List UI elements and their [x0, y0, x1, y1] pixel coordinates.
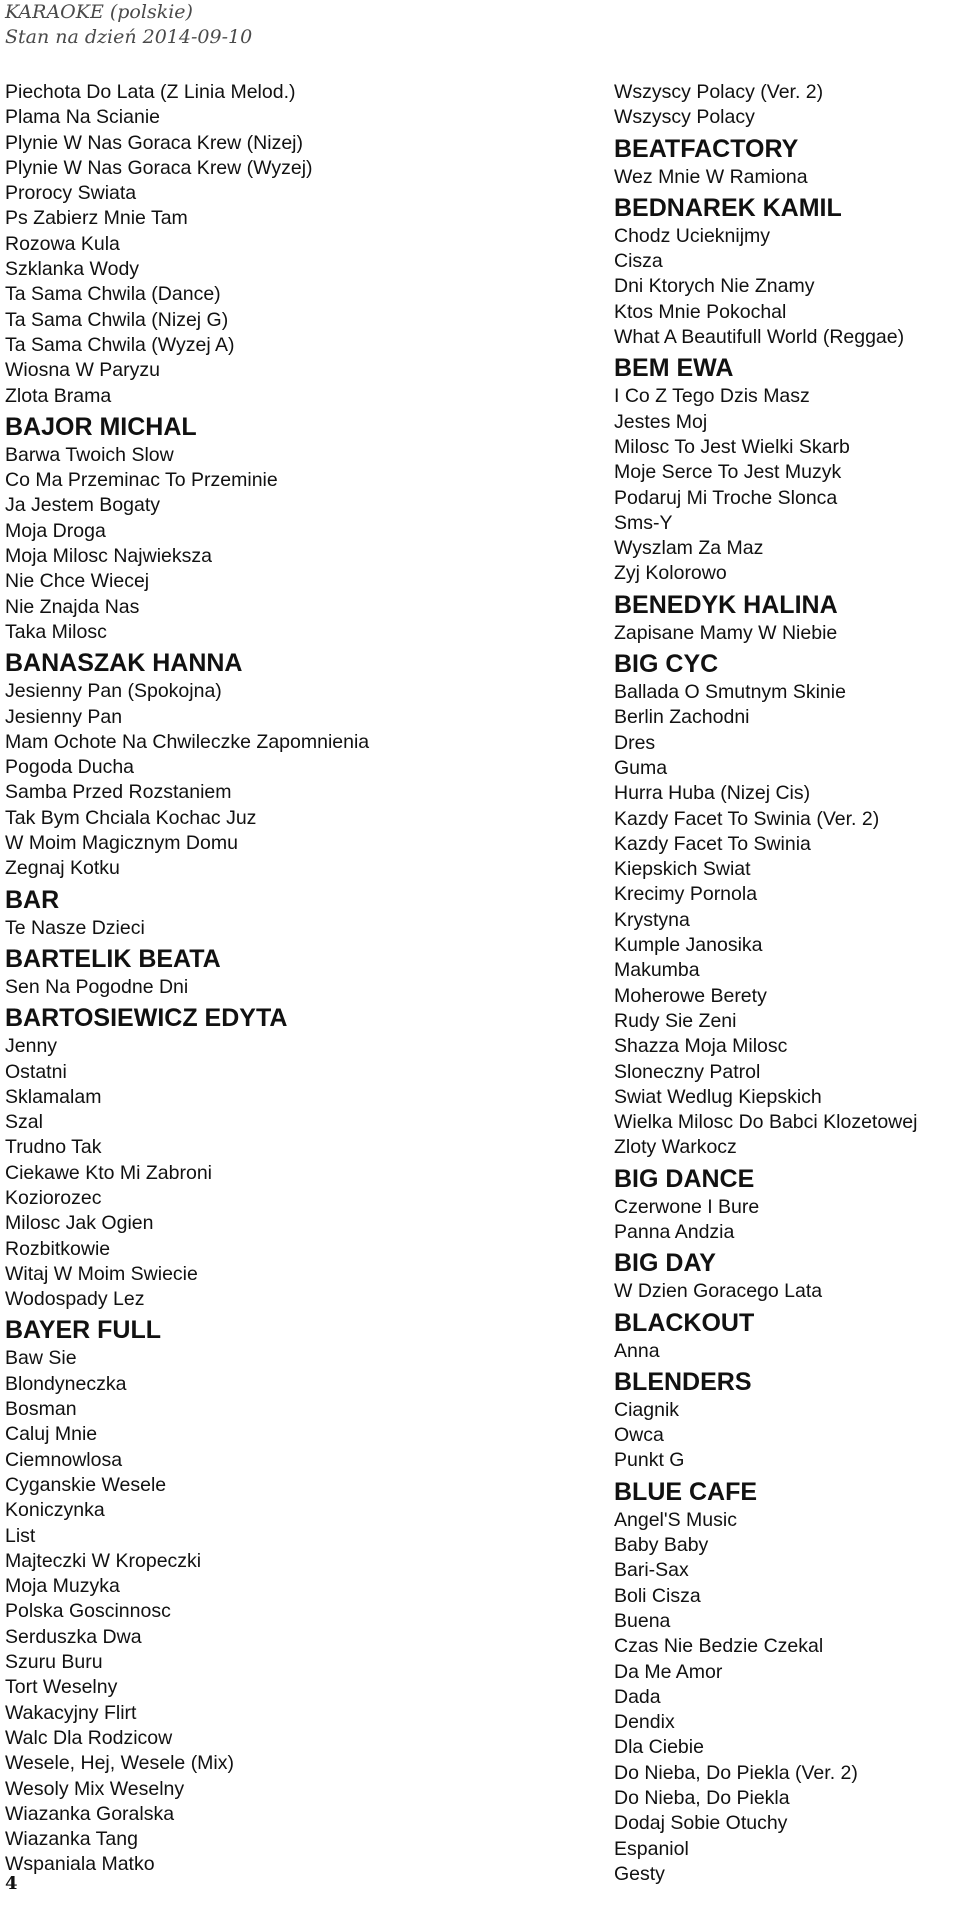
song-title: Shazza Moja Milosc [614, 1035, 788, 1058]
song-title: Witaj W Moim Swiecie [5, 1262, 198, 1285]
song-title: Piechota Do Lata (Z Linia Melod.) [5, 81, 296, 103]
song-title: Boli Cisza [614, 1584, 701, 1607]
song-title: Dada [614, 1685, 661, 1708]
song-title: Ballada O Smutnym Skinie [614, 681, 846, 704]
song-title: Taka Milosc [5, 620, 107, 643]
song-title: Jestes Moj [614, 410, 708, 433]
song-title: Tak Bym Chciala Kochac Juz [5, 806, 257, 829]
song-title: Milosc Jak Ogien [5, 1212, 154, 1235]
song-title: Chodz Ucieknijmy [614, 224, 771, 247]
song-title: Kumple Janosika [614, 934, 763, 957]
song-title: Jenny [5, 1035, 58, 1058]
song-title: Prorocy Swiata [5, 182, 137, 205]
song-title: Bari-Sax [614, 1559, 689, 1582]
song-title: Baby Baby [614, 1534, 709, 1557]
song-title: Serduszka Dwa [5, 1625, 142, 1648]
song-title: Zloty Warkocz [614, 1136, 737, 1159]
song-title: Swiat Wedlug Kiepskich [614, 1085, 822, 1108]
song-title: Bosman [5, 1398, 77, 1421]
song-title: Panna Andzia [614, 1220, 735, 1243]
song-title: Wesoly Mix Weselny [5, 1777, 185, 1800]
song-title: W Dzien Goracego Lata [614, 1280, 823, 1303]
song-title: Rozowa Kula [5, 232, 120, 255]
song-title: W Moim Magicznym Domu [5, 832, 238, 855]
artist-heading: BAJOR MICHAL [5, 412, 197, 441]
song-title: Hurra Huba (Nizej Cis) [614, 782, 811, 805]
song-title: Walc Dla Rodzicow [5, 1726, 173, 1749]
song-title: Moja Milosc Najwieksza [5, 545, 212, 568]
song-title: Tort Weselny [5, 1676, 118, 1699]
song-title: Trudno Tak [5, 1136, 102, 1159]
song-title: Sloneczny Patrol [614, 1060, 761, 1083]
artist-heading: BAR [5, 885, 60, 914]
artist-heading: BEATFACTORY [614, 134, 799, 163]
song-title: I Co Z Tego Dzis Masz [614, 385, 810, 408]
song-title: Rudy Sie Zeni [614, 1009, 737, 1032]
song-title: Szklanka Wody [5, 258, 140, 281]
song-title: Nie Znajda Nas [5, 595, 140, 618]
song-title: Mam Ochote Na Chwileczke Zapomnienia [5, 730, 370, 753]
song-title: Ktos Mnie Pokochal [614, 300, 787, 323]
artist-heading: BIG DAY [614, 1249, 716, 1278]
song-title: Kazdy Facet To Swinia (Ver. 2) [614, 807, 880, 830]
song-title: Plynie W Nas Goraca Krew (Wyzej) [5, 156, 313, 179]
artist-heading: BEDNAREK KAMIL [614, 193, 842, 222]
artist-heading: BLACKOUT [614, 1308, 755, 1337]
artist-heading: BLENDERS [614, 1367, 752, 1396]
song-title: Polska Goscinnosc [5, 1600, 171, 1623]
artist-heading: BAYER FULL [5, 1316, 162, 1345]
song-title: Dni Ktorych Nie Znamy [614, 275, 815, 298]
song-title: Cyganskie Wesele [5, 1473, 167, 1496]
song-title: Do Nieba, Do Piekla (Ver. 2) [614, 1761, 858, 1784]
artist-heading: BEM EWA [614, 354, 734, 383]
song-title: Wesele, Hej, Wesele (Mix) [5, 1752, 235, 1775]
song-title: Da Me Amor [614, 1660, 723, 1683]
song-title: Wszyscy Polacy [614, 106, 755, 129]
song-title: Wakacyjny Flirt [5, 1701, 137, 1724]
song-title: Dres [614, 731, 656, 754]
song-title: Espaniol [614, 1837, 689, 1860]
song-title: Ostatni [5, 1060, 67, 1083]
song-title: Wielka Milosc Do Babci Klozetowej [614, 1111, 918, 1134]
song-title: Cisza [614, 250, 663, 273]
right-column [614, 80, 917, 1887]
artist-heading: BLUE CAFE [614, 1477, 758, 1506]
song-title: Jesienny Pan (Spokojna) [5, 680, 222, 703]
song-title: Wyszlam Za Maz [614, 537, 764, 560]
song-title: Wiosna W Paryzu [5, 359, 160, 382]
song-title: Wszyscy Polacy (Ver. 2) [614, 81, 824, 103]
song-title: Makumba [614, 959, 700, 982]
artist-heading: BANASZAK HANNA [5, 649, 243, 678]
song-title: List [5, 1524, 36, 1547]
song-title: Jesienny Pan [5, 705, 123, 728]
song-title: Ta Sama Chwila (Dance) [5, 283, 221, 306]
song-title: Koniczynka [5, 1499, 105, 1522]
song-title: Majteczki W Kropeczki [5, 1549, 202, 1572]
song-title: Koziorozec [5, 1186, 102, 1209]
song-title: Zapisane Mamy W Niebie [614, 621, 838, 644]
song-title: What A Beautifull World (Reggae) [614, 326, 905, 349]
song-title: Plama Na Scianie [5, 106, 160, 129]
song-title: Dendix [614, 1711, 675, 1734]
song-title: Zlota Brama [5, 384, 112, 407]
song-title: Caluj Mnie [5, 1423, 98, 1446]
song-title: Barwa Twoich Slow [5, 443, 174, 466]
song-title: Gesty [614, 1862, 665, 1885]
song-title: Wiazanka Tang [5, 1828, 138, 1851]
song-title: Rozbitkowie [5, 1237, 111, 1260]
song-title: Milosc To Jest Wielki Skarb [614, 435, 850, 458]
song-title: Kazdy Facet To Swinia [614, 832, 811, 855]
artist-heading: BENEDYK HALINA [614, 590, 838, 619]
song-title: Szal [5, 1111, 43, 1134]
artist-heading: BIG CYC [614, 650, 719, 679]
song-title: Buena [614, 1609, 671, 1632]
song-title: Baw Sie [5, 1347, 77, 1370]
song-title: Moherowe Berety [614, 984, 767, 1007]
song-title: Ps Zabierz Mnie Tam [5, 207, 188, 230]
song-title: Te Nasze Dzieci [5, 916, 145, 939]
song-title: Punkt G [614, 1449, 685, 1472]
song-title: Berlin Zachodni [614, 706, 750, 729]
song-title: Pogoda Ducha [5, 756, 135, 779]
document-date: Stan na dzień 2014-09-10 [5, 26, 253, 48]
song-title: Podaruj Mi Troche Slonca [614, 486, 838, 509]
song-title: Ta Sama Chwila (Wyzej A) [5, 333, 235, 356]
song-title: Owca [614, 1424, 664, 1447]
song-title: Ciekawe Kto Mi Zabroni [5, 1161, 212, 1184]
document-title: KARAOKE (polskie) [5, 1, 193, 23]
song-title: Nie Chce Wiecej [5, 570, 150, 593]
song-title: Ciagnik [614, 1398, 680, 1421]
song-title: Sen Na Pogodne Dni [5, 975, 189, 998]
song-title: Guma [614, 756, 668, 779]
artist-heading: BARTELIK BEATA [5, 944, 221, 973]
song-title: Krecimy Pornola [614, 883, 758, 906]
song-title: Wiazanka Goralska [5, 1802, 175, 1825]
song-title: Sms-Y [614, 511, 673, 534]
song-title: Anna [614, 1339, 660, 1362]
song-title: Dodaj Sobie Otuchy [614, 1812, 788, 1835]
song-title: Krystyna [614, 908, 690, 931]
song-title: Wez Mnie W Ramiona [614, 165, 808, 188]
song-title: Kiepskich Swiat [614, 858, 751, 881]
song-title: Ta Sama Chwila (Nizej G) [5, 308, 229, 331]
song-title: Co Ma Przeminac To Przeminie [5, 469, 278, 492]
song-title: Sklamalam [5, 1085, 102, 1108]
song-title: Szuru Buru [5, 1651, 103, 1674]
page-number: 4 [5, 1873, 18, 1894]
song-title: Ja Jestem Bogaty [5, 494, 160, 517]
left-column [5, 80, 369, 1878]
song-title: Zegnaj Kotku [5, 857, 120, 880]
song-title: Moje Serce To Jest Muzyk [614, 461, 842, 484]
song-title: Samba Przed Rozstaniem [5, 781, 232, 804]
song-title: Moja Muzyka [5, 1575, 120, 1598]
song-title: Blondyneczka [5, 1372, 127, 1395]
song-title: Dla Ciebie [614, 1736, 704, 1759]
song-title: Angel'S Music [614, 1508, 737, 1531]
song-title: Zyj Kolorowo [614, 562, 727, 585]
song-title: Moja Droga [5, 519, 106, 542]
song-title: Plynie W Nas Goraca Krew (Nizej) [5, 131, 303, 154]
artist-heading: BARTOSIEWICZ EDYTA [5, 1004, 288, 1033]
song-title: Czerwone I Bure [614, 1195, 760, 1218]
song-title: Wodospady Lez [5, 1288, 145, 1311]
song-title: Do Nieba, Do Piekla [614, 1787, 790, 1810]
artist-heading: BIG DANCE [614, 1164, 755, 1193]
song-title: Ciemnowlosa [5, 1448, 123, 1471]
song-title: Czas Nie Bedzie Czekal [614, 1635, 824, 1658]
document-header [5, 0, 252, 50]
song-title: Wspaniala Matko [5, 1853, 155, 1876]
